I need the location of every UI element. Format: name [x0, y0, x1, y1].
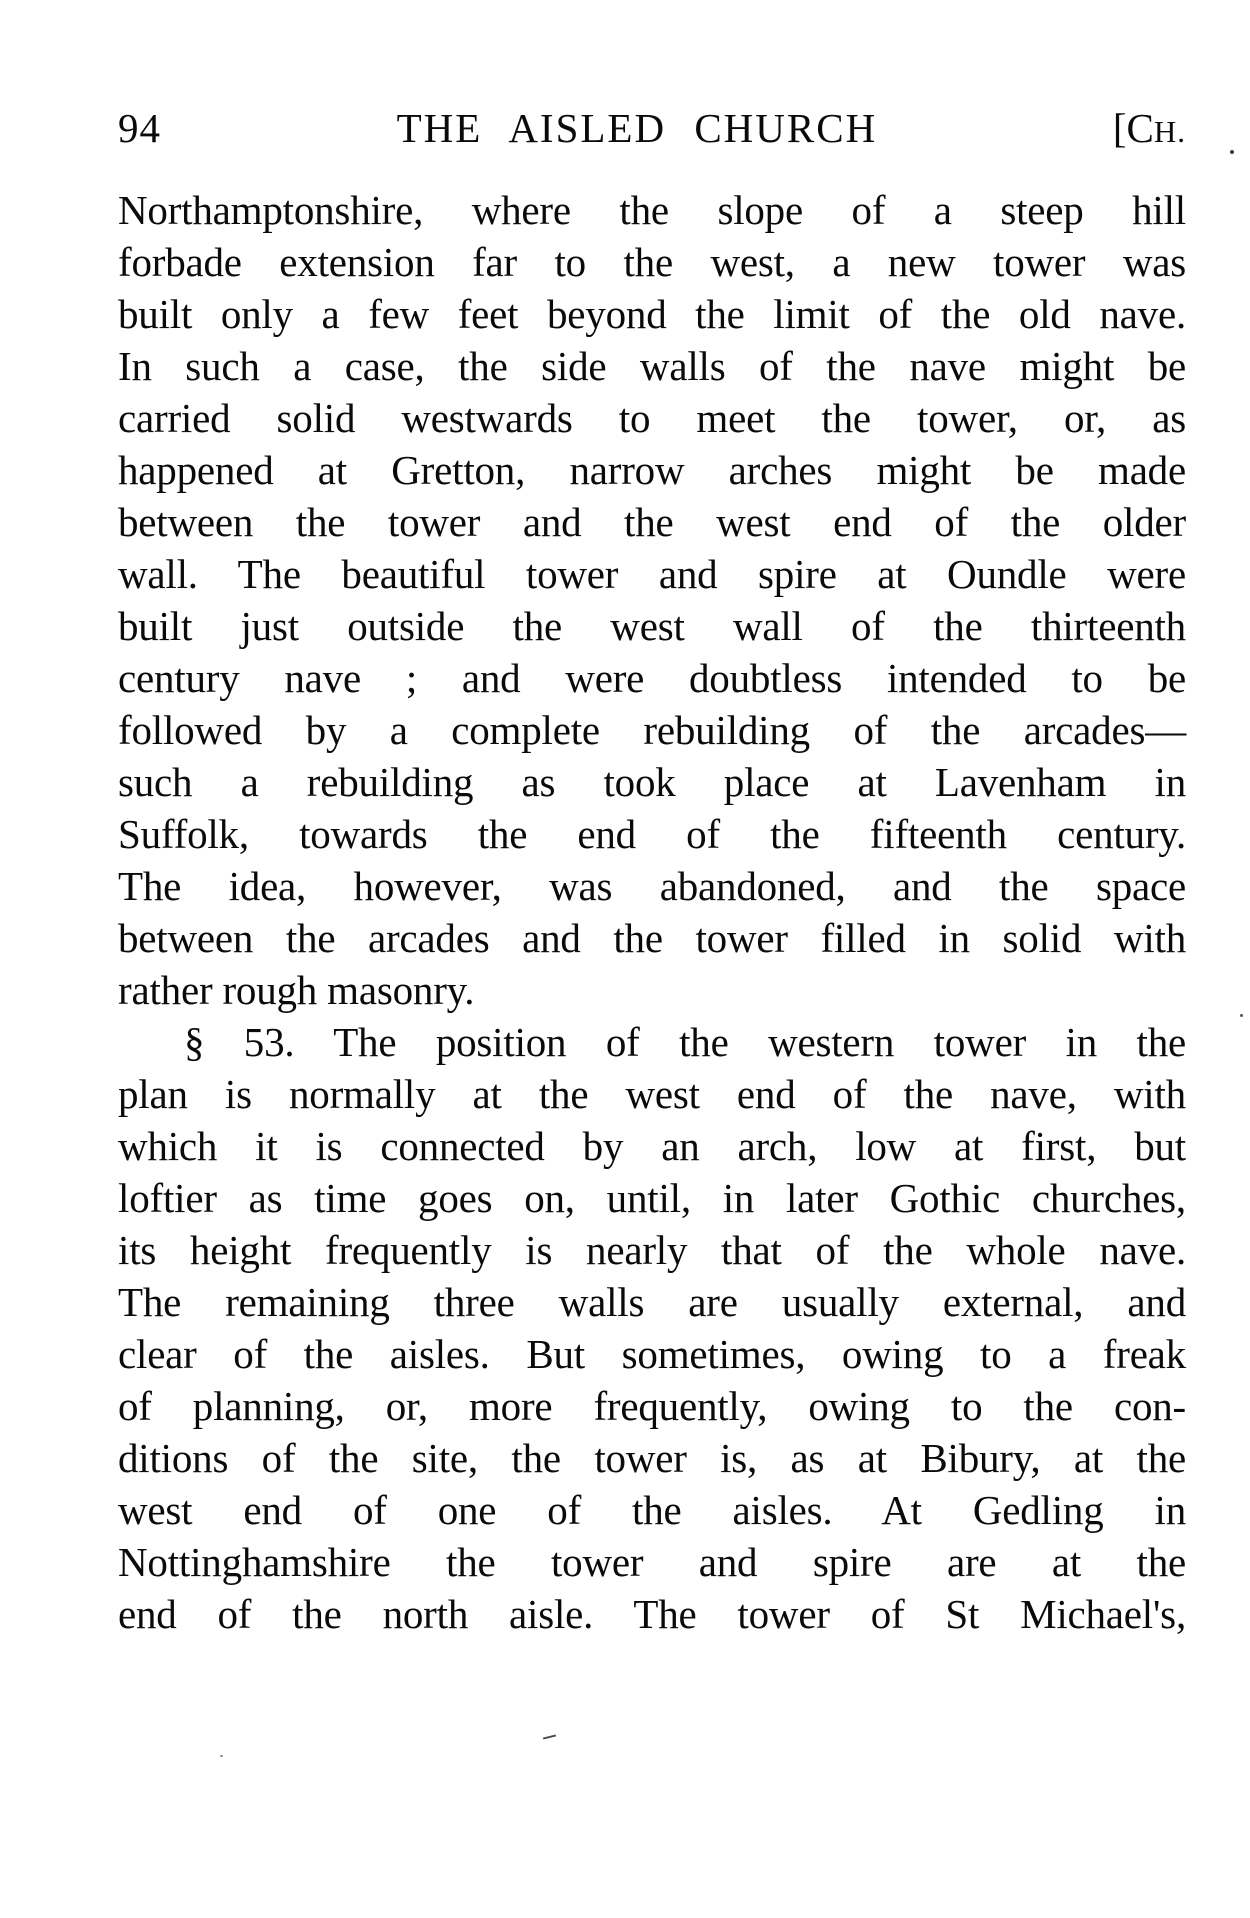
text-line: Nottinghamshire the tower and spire are at the — [118, 1539, 1186, 1585]
text-line: such a rebuilding as took place at Lavenham in — [118, 759, 1186, 805]
text-line: The remaining three walls are usually external, and — [118, 1279, 1186, 1325]
scan-artifact — [220, 1755, 223, 1757]
text-line: ditions of the site, the tower is, as at Bibury, at the — [118, 1435, 1186, 1481]
paragraph-2 — [118, 1016, 1186, 1640]
page-header — [118, 102, 1186, 154]
text-line: wall. The beautiful tower and spire at Oundle were — [118, 551, 1186, 597]
text-line: end of the north aisle. The tower of St Michael's, — [118, 1591, 1186, 1637]
chapter-ref — [1113, 102, 1186, 158]
section-53-opening-line: § 53. The position of the western tower in the — [184, 1019, 1186, 1065]
chapter-ref-main: [C — [1112, 105, 1154, 151]
text-line: followed by a complete rebuilding of the arcades— — [118, 707, 1186, 753]
text-line: its height frequently is nearly that of the whole nave. — [118, 1227, 1186, 1273]
text-line: century nave ; and were doubtless intended to be — [118, 655, 1186, 701]
scan-artifact — [1240, 1014, 1243, 1017]
text-line: forbade extension far to the west, a new tower was — [118, 239, 1186, 285]
running-title: THE AISLED CHURCH — [396, 105, 878, 151]
text-block — [118, 184, 1186, 1640]
text-line: Northamptonshire, where the slope of a steep hill — [118, 187, 1186, 233]
paragraph-1 — [118, 184, 1186, 1016]
text-line: which it is connected by an arch, low at first, but — [118, 1123, 1186, 1169]
scan-artifact — [1230, 150, 1234, 154]
text-line: In such a case, the side walls of the nave might be — [118, 343, 1186, 389]
text-line: carried solid westwards to meet the tower, or, as — [118, 395, 1186, 441]
page-number: 94 — [118, 105, 161, 151]
text-line: plan is normally at the west end of the nave, with — [118, 1071, 1186, 1117]
text-line: The idea, however, was abandoned, and the space — [118, 863, 1186, 909]
text-line: built only a few feet beyond the limit of the old nave. — [118, 291, 1186, 337]
text-line: Suffolk, towards the end of the fifteenth century. — [118, 811, 1186, 857]
text-line: between the tower and the west end of the older — [118, 499, 1186, 545]
text-line: clear of the aisles. But sometimes, owing to a freak — [118, 1331, 1186, 1377]
chapter-ref-small: H. — [1153, 114, 1186, 149]
text-line: built just outside the west wall of the thirteenth — [118, 603, 1186, 649]
scan-artifact — [543, 1734, 556, 1739]
text-line-paragraph-end: rather rough masonry. — [118, 967, 475, 1013]
text-line: happened at Gretton, narrow arches might be made — [118, 447, 1186, 493]
text-line: west end of one of the aisles. At Gedling in — [118, 1487, 1186, 1533]
text-line: of planning, or, more frequently, owing to the con- — [118, 1383, 1186, 1429]
text-line: between the arcades and the tower filled in solid with — [118, 915, 1186, 961]
text-line: loftier as time goes on, until, in later Gothic churches, — [118, 1175, 1186, 1221]
